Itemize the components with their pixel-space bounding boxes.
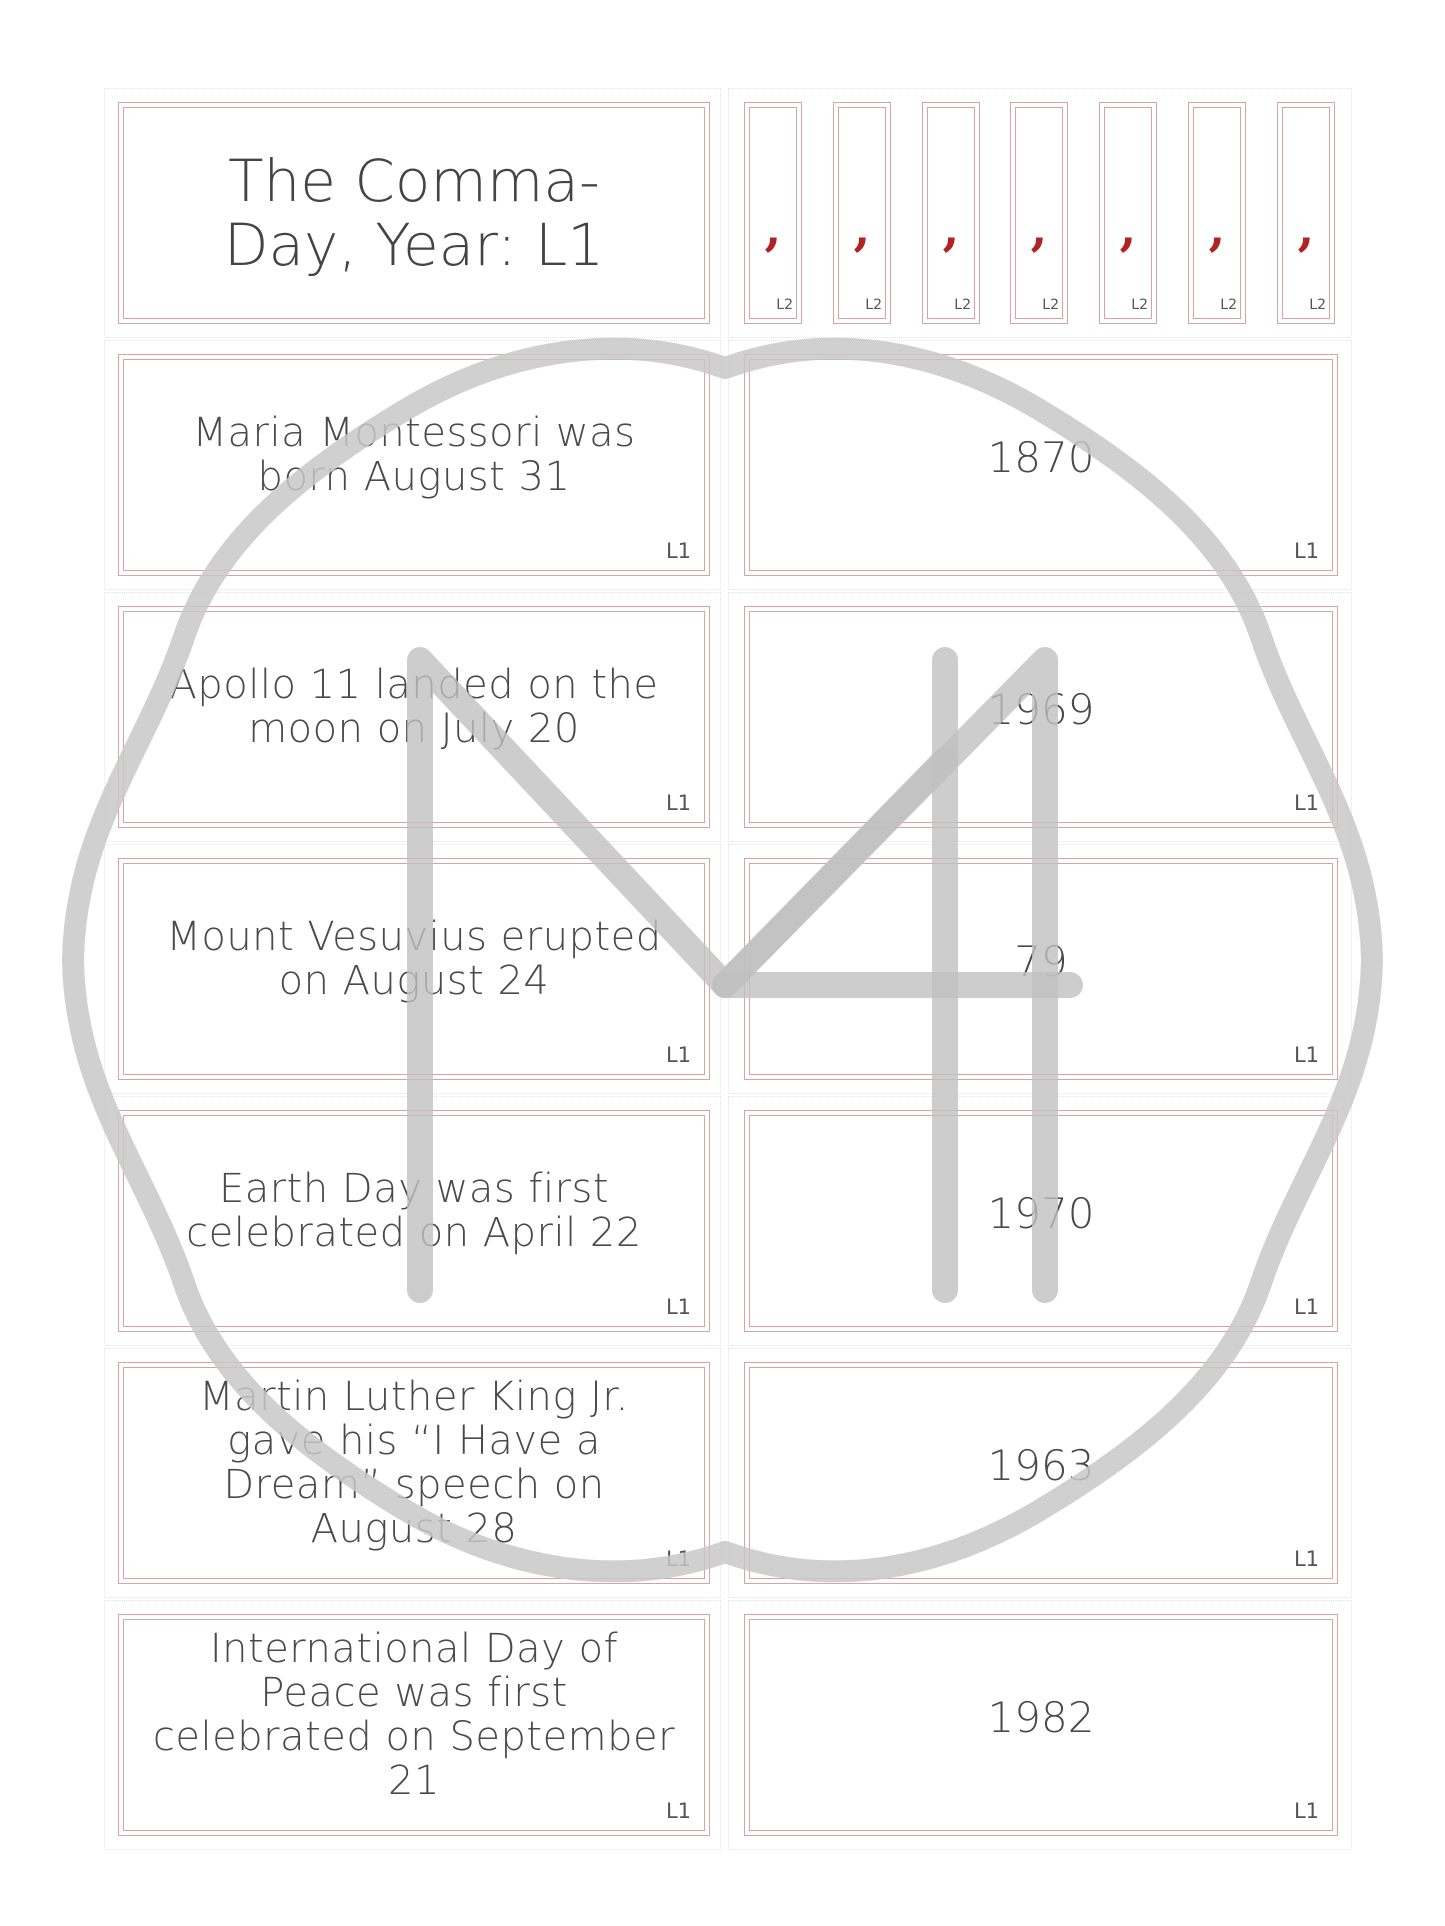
comma-symbol: ,	[853, 201, 871, 257]
year-card	[744, 606, 1338, 828]
event-text: International Day of Peace was first celebrated on September 21	[152, 1626, 676, 1804]
year-level-label: L1	[1293, 791, 1319, 815]
year-text: 1982	[987, 1693, 1095, 1742]
comma-strip-card	[922, 102, 980, 324]
event-card	[118, 858, 710, 1080]
page-title: The Comma- Day, Year: L1	[223, 147, 605, 279]
comma-strip-card	[1099, 102, 1157, 324]
comma-strip-card	[1010, 102, 1068, 324]
year-level-label: L1	[1293, 1799, 1319, 1823]
event-card	[118, 1362, 710, 1584]
strip-level-label: L2	[1131, 297, 1148, 313]
strip-level-label: L2	[1309, 297, 1326, 313]
event-level-label: L1	[665, 791, 691, 815]
event-level-label: L1	[665, 539, 691, 563]
comma-strip-card	[1277, 102, 1335, 324]
year-text: 1963	[987, 1441, 1095, 1490]
comma-symbol: ,	[764, 201, 782, 257]
year-card	[744, 1614, 1338, 1836]
year-text: 1969	[987, 685, 1095, 734]
event-card	[118, 354, 710, 576]
event-text: Apollo 11 landed on the moon on July 20	[169, 662, 659, 752]
comma-symbol: ,	[1297, 201, 1315, 257]
comma-symbol: ,	[1030, 201, 1048, 257]
event-text: Martin Luther King Jr. gave his “I Have a Dream” speech on August 28	[199, 1374, 629, 1552]
event-card	[118, 1110, 710, 1332]
event-level-label: L1	[665, 1043, 691, 1067]
year-card	[744, 354, 1338, 576]
event-card	[118, 606, 710, 828]
strip-level-label: L2	[1220, 297, 1237, 313]
event-level-label: L1	[665, 1295, 691, 1319]
event-text: Mount Vesuvius erupted on August 24	[166, 914, 662, 1004]
strip-level-label: L2	[776, 297, 793, 313]
year-text: 1870	[987, 433, 1095, 482]
year-level-label: L1	[1293, 1295, 1319, 1319]
year-card	[744, 1362, 1338, 1584]
comma-strip-card	[1188, 102, 1246, 324]
strip-level-label: L2	[1042, 297, 1059, 313]
strip-level-label: L2	[865, 297, 882, 313]
event-level-label: L1	[665, 1799, 691, 1823]
strip-level-label: L2	[954, 297, 971, 313]
comma-symbol: ,	[1119, 201, 1137, 257]
year-level-label: L1	[1293, 1043, 1319, 1067]
year-level-label: L1	[1293, 539, 1319, 563]
year-text: 79	[1014, 937, 1068, 986]
comma-symbol: ,	[942, 201, 960, 257]
comma-strip-card	[744, 102, 802, 324]
event-text: Maria Montessori was born August 31	[192, 410, 636, 500]
year-text: 1970	[987, 1189, 1095, 1238]
event-level-label: L1	[665, 1547, 691, 1571]
event-text: Earth Day was first celebrated on April 22	[186, 1166, 642, 1256]
title-card	[118, 102, 710, 324]
year-card	[744, 1110, 1338, 1332]
comma-strip-card	[833, 102, 891, 324]
year-level-label: L1	[1293, 1547, 1319, 1571]
year-card	[744, 858, 1338, 1080]
comma-symbol: ,	[1208, 201, 1226, 257]
event-card	[118, 1614, 710, 1836]
